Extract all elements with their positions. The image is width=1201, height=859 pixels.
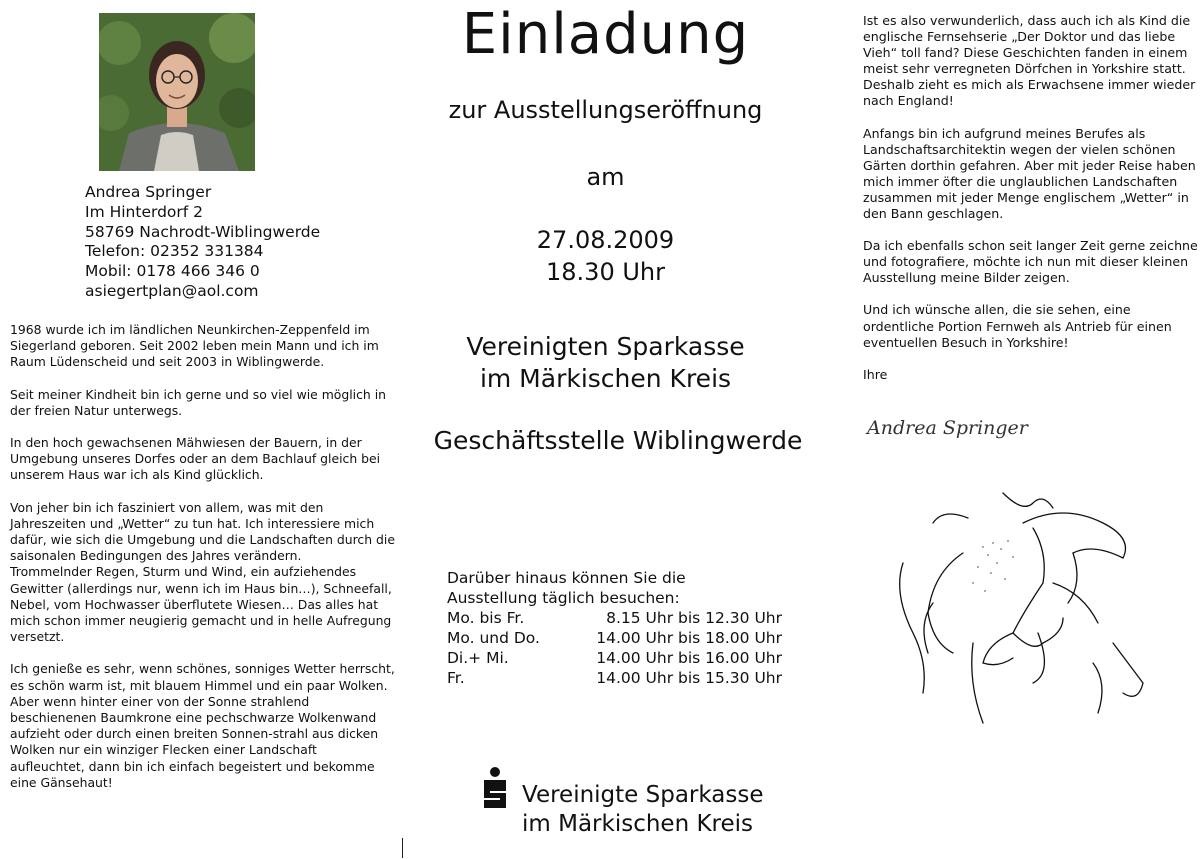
letter-paragraph: Anfangs bin ich aufgrund meines Berufes als Landschaftsarchitektin wegen der vielen schönen Gärten dorthin gefahren. Aber mit jeder Reise haben mich immer öfter die unglaublichen Landschaften zusammen mit jeder Menge englischem „Wetter“ in den Bann geschlagen. xyxy=(863,125,1196,222)
hours-time: 14.00 Uhr bis 18.00 Uhr xyxy=(596,629,782,647)
hours-row xyxy=(447,668,782,688)
invitation-datetime xyxy=(408,224,803,288)
flower-sketch-illustration xyxy=(873,483,1163,733)
hours-row xyxy=(447,628,782,648)
author-phone: Telefon: 02352 331384 xyxy=(85,242,264,261)
hours-time: 8.15 Uhr bis 12.30 Uhr xyxy=(606,609,782,627)
sparkasse-logo xyxy=(480,765,820,837)
author-biography xyxy=(10,322,395,807)
author-mobile: Mobil: 0178 466 346 0 xyxy=(85,262,260,281)
bio-paragraph: Trommelnder Regen, Sturm und Wind, ein aufziehendes Gewitter (allerdings nur, wenn ich im Haus bin…), Schneefall, Nebel, vom Hochwasser überflutete Wiesen… Das alles hat mich schon immer neugierig gemacht und in helle Aufregung versetzt. xyxy=(10,564,392,645)
signature-text: Andrea Springer xyxy=(867,417,1028,439)
author-name: Andrea Springer xyxy=(85,183,212,201)
author-photo xyxy=(99,13,255,171)
hours-day: Mo. bis Fr. xyxy=(447,609,525,627)
letter-text xyxy=(863,13,1198,399)
invitation-am: am xyxy=(586,163,625,191)
author-address xyxy=(85,183,320,302)
hours-time: 14.00 Uhr bis 15.30 Uhr xyxy=(596,669,782,687)
invitation-date: 27.08.2009 xyxy=(536,226,675,254)
hours-time: 14.00 Uhr bis 16.00 Uhr xyxy=(596,649,782,667)
hours-intro xyxy=(447,568,782,608)
letter-paragraph: Und ich wünsche allen, die sie sehen, eine ordentliche Portion Fernweh als Antrieb für einen eventuellen Besuch in Yorkshire! xyxy=(863,302,1172,350)
invitation-title: Einladung xyxy=(461,2,750,67)
author-email: asiegertplan@aol.com xyxy=(85,281,259,300)
handwritten-signature xyxy=(865,410,1065,446)
letter-paragraph: Ist es also verwunderlich, dass auch ich als Kind die englische Fernsehserie „Der Doktor und das liebe Vieh“ toll fand? Diese Geschichten fanden in einem meist sehr verregneten Dörfchen in Yorkshire statt. Deshalb zieht es mich als Erwachsene immer wieder nach England! xyxy=(863,13,1196,109)
author-street: Im Hinterdorf 2 xyxy=(85,202,204,221)
portrait-illustration xyxy=(99,13,255,171)
hours-row xyxy=(447,648,782,668)
bio-paragraph: Von jeher bin ich fasziniert von allem, was mit den Jahreszeiten und „Wetter“ zu tun hat. Ich interessiere mich dafür, wie sich die Umgebung und die Landschaften durch die saisonalen Bedingungen des Jahres verändern. xyxy=(10,499,395,564)
hours-row xyxy=(447,608,782,628)
invitation-subtitle: zur Ausstellungseröffnung xyxy=(448,96,763,124)
bio-paragraph: Ich genieße es sehr, wenn schönes, sonniges Wetter herrscht, es schön warm ist, mit blauem Himmel und ein paar Wolken. xyxy=(10,661,395,693)
hours-intro-line-1: Darüber hinaus können Sie die xyxy=(447,569,686,587)
invitation-time: 18.30 Uhr xyxy=(546,258,665,286)
hours-day: Mo. und Do. xyxy=(447,629,540,647)
venue-branch: Geschäftsstelle Wiblingwerde xyxy=(433,426,803,455)
logo-line-1: Vereinigte Sparkasse xyxy=(522,782,764,808)
bio-paragraph: Seit meiner Kindheit bin ich gerne und so viel wie möglich in der freien Natur unterwegs. xyxy=(10,386,387,418)
bio-paragraph: Aber wenn hinter einer von der Sonne strahlend beschienenen Baumkrone eine pechschwarze Wolkenwand aufzieht oder durch einen breiten Sonnen-strahl aus dicken Wolken nur ein winziger Flecken einer Landschaft aufleuchtet, dann bin ich einfach begeistert und bekomme eine Gänsehaut! xyxy=(10,693,379,790)
fold-mark xyxy=(402,838,403,858)
hours-day: Di.+ Mi. xyxy=(447,649,509,667)
bio-paragraph: In den hoch gewachsenen Mähwiesen der Bauern, in der Umgebung unseres Dorfes oder an dem Bachlauf gleich bei unserem Haus war ich als Kind glücklich. xyxy=(10,435,381,483)
hours-intro-line-2: Ausstellung täglich besuchen: xyxy=(447,589,680,607)
hours-day: Fr. xyxy=(447,669,465,687)
author-city: 58769 Nachrodt-Wiblingwerde xyxy=(85,222,321,241)
sparkasse-logo-text xyxy=(522,781,764,839)
venue-line-2: im Märkischen Kreis xyxy=(479,364,732,393)
letter-closing: Ihre xyxy=(863,366,888,382)
logo-line-2: im Märkischen Kreis xyxy=(522,811,754,837)
bio-paragraph: 1968 wurde ich im ländlichen Neunkirchen-Zeppenfeld im Siegerland geboren. Seit 2002 leben mein Mann und ich im Raum Lüdenscheid und seit 2003 in Wiblingwerde. xyxy=(10,322,379,370)
opening-hours xyxy=(447,568,782,688)
sparkasse-s-icon xyxy=(480,767,510,811)
invitation-venue xyxy=(408,331,803,395)
letter-paragraph: Da ich ebenfalls schon seit langer Zeit gerne zeichne und fotografiere, möchte ich nun mit dieser kleinen Ausstellung meine Bilder zeigen. xyxy=(863,238,1198,286)
venue-line-1: Vereinigten Sparkasse xyxy=(466,332,745,361)
